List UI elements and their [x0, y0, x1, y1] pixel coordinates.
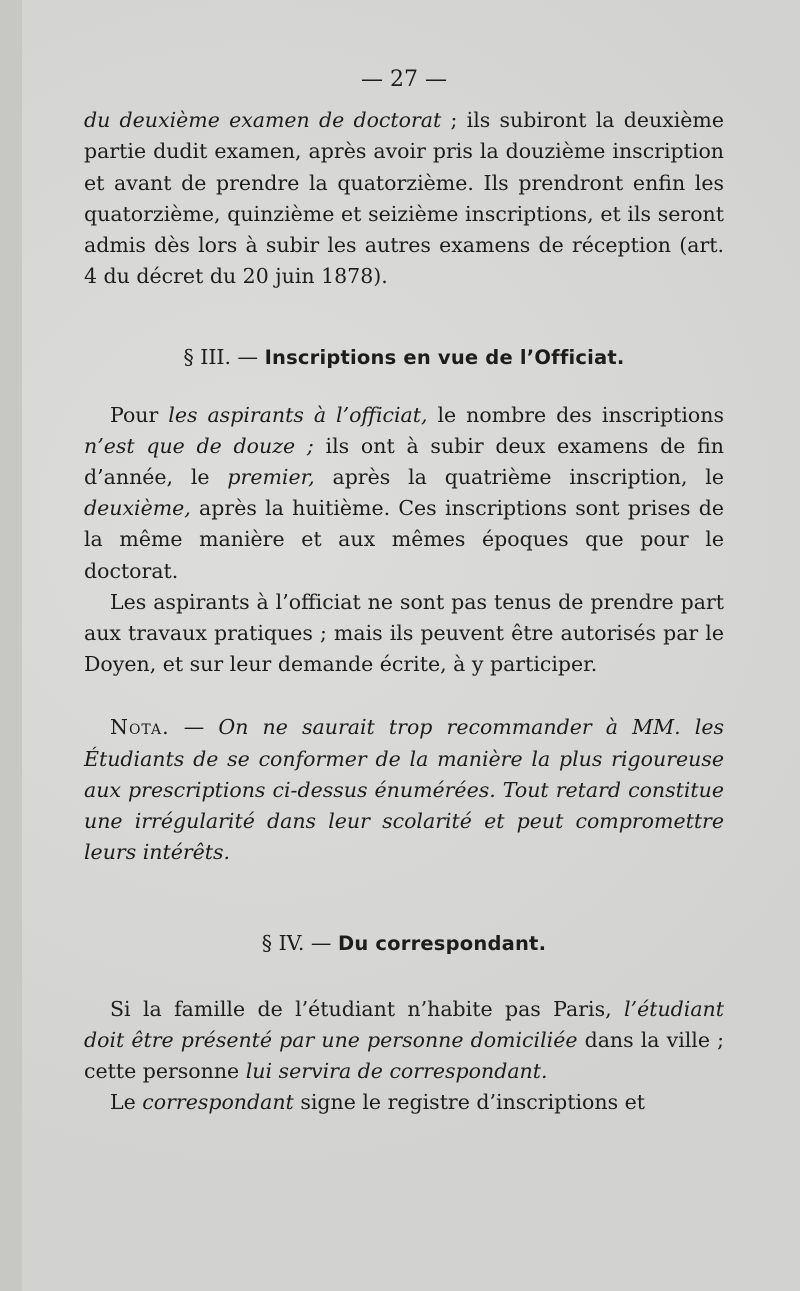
paragraph-text: ; ils subiront la deuxième partie dudit examen, après avoir pris la douzième inscription et avant de prendre la quatorzième. Ils prendront enfin les quatorzième, quinzième et seizième inscriptions, et ils seront admis dès lors à subir les autres examens de réception (art. 4 du décret du 20 juin 1878).	[84, 108, 724, 289]
italic-phrase: lui servira de correspondant.	[245, 1059, 548, 1084]
paragraph-text: Le	[110, 1090, 143, 1115]
paragraph-officiat	[84, 400, 724, 587]
section-heading-officiat	[84, 342, 724, 373]
paragraph-correspondant	[84, 994, 724, 1088]
paragraph-continuation	[84, 105, 724, 292]
paragraph-text: ils ont à subir deux examens de fin d’année, le	[84, 433, 724, 490]
section-title: Inscriptions en vue de l’Officiat.	[264, 346, 625, 370]
italic-phrase: deuxième,	[84, 496, 191, 521]
italic-phrase: n’est que de douze ;	[84, 433, 314, 458]
page-text-block	[84, 58, 724, 1118]
italic-phrase: correspondant	[142, 1090, 294, 1115]
paragraph-text: après la quatrième inscription, le	[314, 465, 724, 490]
italic-phrase: premier,	[227, 465, 315, 490]
binding-margin	[0, 0, 22, 1291]
paragraph-registre	[84, 1087, 724, 1118]
paragraph-text: le nombre des inscriptions	[427, 402, 724, 427]
section-number: § IV. —	[261, 931, 338, 956]
section-heading-correspondant	[84, 928, 724, 959]
paragraph-travaux-pratiques: Les aspirants à l’officiat ne sont pas tenus de prendre part aux travaux pratiques ; mais ils peuvent être autorisés par le Doyen, et sur leur demande écrite, à y participer.	[84, 589, 724, 677]
book-page	[22, 0, 800, 1291]
italic-phrase: l’étudiant doit être présenté par une personne domiciliée	[84, 996, 724, 1052]
nota-paragraph	[84, 712, 724, 868]
italic-phrase: du deuxième examen de doctorat	[84, 108, 442, 133]
nota-label: Nota.	[110, 715, 170, 740]
paragraph-text: Pour	[110, 402, 169, 427]
page-number: — 27 —	[361, 67, 447, 92]
paragraph-text: signe le registre d’inscriptions et	[293, 1090, 646, 1115]
section-number: § III. —	[183, 345, 265, 370]
nota-text: On ne saurait trop recommander à MM. les Étudiants de se conformer de la manière la plus rigoureuse aux prescriptions ci-dessus énumérées. Tout retard constitue une irrégularité dans leur scolarité et peut compromettre leurs intérêts.	[84, 715, 724, 865]
paragraph-text: Si la famille de l’étudiant n’habite pas Paris,	[110, 996, 624, 1021]
nota-dash: —	[169, 715, 219, 740]
section-title: Du correspondant.	[337, 932, 547, 956]
paragraph-text: après la huitième. Ces inscriptions sont prises de la même manière et aux mêmes époques que pour le doctorat.	[84, 496, 724, 583]
paragraph-text: dans la ville ; cette personne	[84, 1027, 725, 1084]
italic-phrase: les aspirants à l’officiat,	[168, 402, 428, 427]
